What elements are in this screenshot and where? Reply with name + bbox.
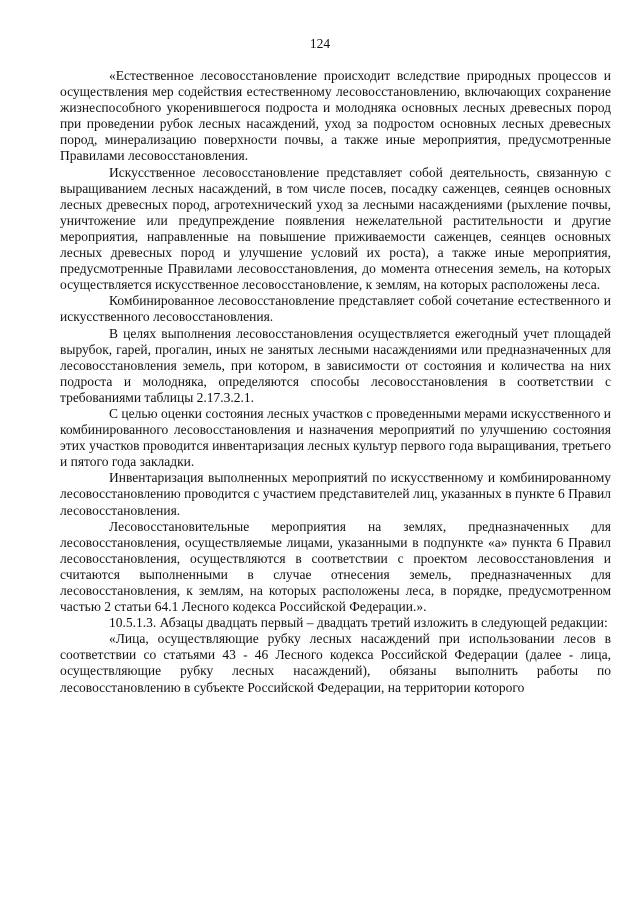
paragraph-combined-reforestation: Комбинированное лесовосстановление представляет собой сочетание естественного и искусственного лесовосстановления.: [60, 293, 611, 325]
page-number: 124: [309, 36, 331, 51]
document-body: [60, 68, 611, 696]
paragraph-reforestation-measures: Лесовосстановительные мероприятия на землях, предназначенных для лесовосстановления, осуществляемые лицами, указанными в подпункте «а» пункта 6 Правил лесовосстановления, осуществляются в соответствии с проектом лесовосстановления и считаются выполненными в случае отнесения земель, предназначенных для лесовосстановления, к землям, на которых расположены леса, в порядке, предусмотренном частью 2 статьи 64.1 Лесного кодекса Российской Федерации.».: [60, 518, 611, 615]
paragraph-annual-accounting: В целях выполнения лесовосстановления осуществляется ежегодный учет площадей вырубок, гарей, прогалин, иных не занятых лесными насаждениями или предназначенных для лесовосстановления земель, при котором, в зависимости от состояния и количества на них подроста и молодняка, определяются способы лесовосстановления в соответствии с требованиями таблицы 2.17.3.2.1.: [60, 325, 611, 405]
paragraph-inventory-purpose: С целью оценки состояния лесных участков с проведенными мерами искусственного и комбинированного лесовосстановления и назначения мероприятий по улучшению состояния этих участков проводится инвентаризация лесных культур первого года выращивания, третьего и пятого года закладки.: [60, 405, 611, 470]
paragraph-natural-reforestation: «Естественное лесовосстановление происходит вследствие природных процессов и осуществления мер содействия естественному лесовосстановлению, включающих сохранение жизнеспособного укоренившегося подроста и молодняка основных лесных древесных пород при проведении рубок лесных насаждений, уход за подростом основных лесных древесных пород, минерализацию поверхности почвы, а также иные мероприятия, предусмотренные Правилами лесовосстановления.: [60, 68, 611, 164]
paragraph-inventory-participants: Инвентаризация выполненных мероприятий по искусственному и комбинированному лесовосстановлению проводится с участием представителей лиц, указанных в пункте 6 Правил лесовосстановления.: [60, 470, 611, 518]
paragraph-amendment-heading: 10.5.1.3. Абзацы двадцать первый – двадцать третий изложить в следующей редакции:: [109, 615, 608, 631]
paragraph-logging-obligations: «Лица, осуществляющие рубку лесных насаждений при использовании лесов в соответствии со статьями 43 - 46 Лесного кодекса Российской Федерации (далее - лица, осуществляющие рубку лесных насаждений), обязаны выполнить работы по лесовосстановлению в субъекте Российской Федерации, на территории которого: [60, 631, 611, 695]
paragraph-artificial-reforestation: Искусственное лесовосстановление представляет собой деятельность, связанную с выращиванием лесных насаждений, в том числе посев, посадку саженцев, сеянцев основных лесных древесных пород, агротехнический уход за лесными насаждениями (рыхление почвы, уничтожение или предупреждение появления нежелательной растительности и другие мероприятия, направленные на повышение приживаемости саженцев, сеянцев основных лесных древесных пород и улучшение условий их роста), а также иные мероприятия, предусмотренные Правилами лесовосстановления, до момента отнесения земель, на которых осуществляется искусственное лесовосстановление, к землям, на которых расположены леса.: [60, 164, 611, 293]
